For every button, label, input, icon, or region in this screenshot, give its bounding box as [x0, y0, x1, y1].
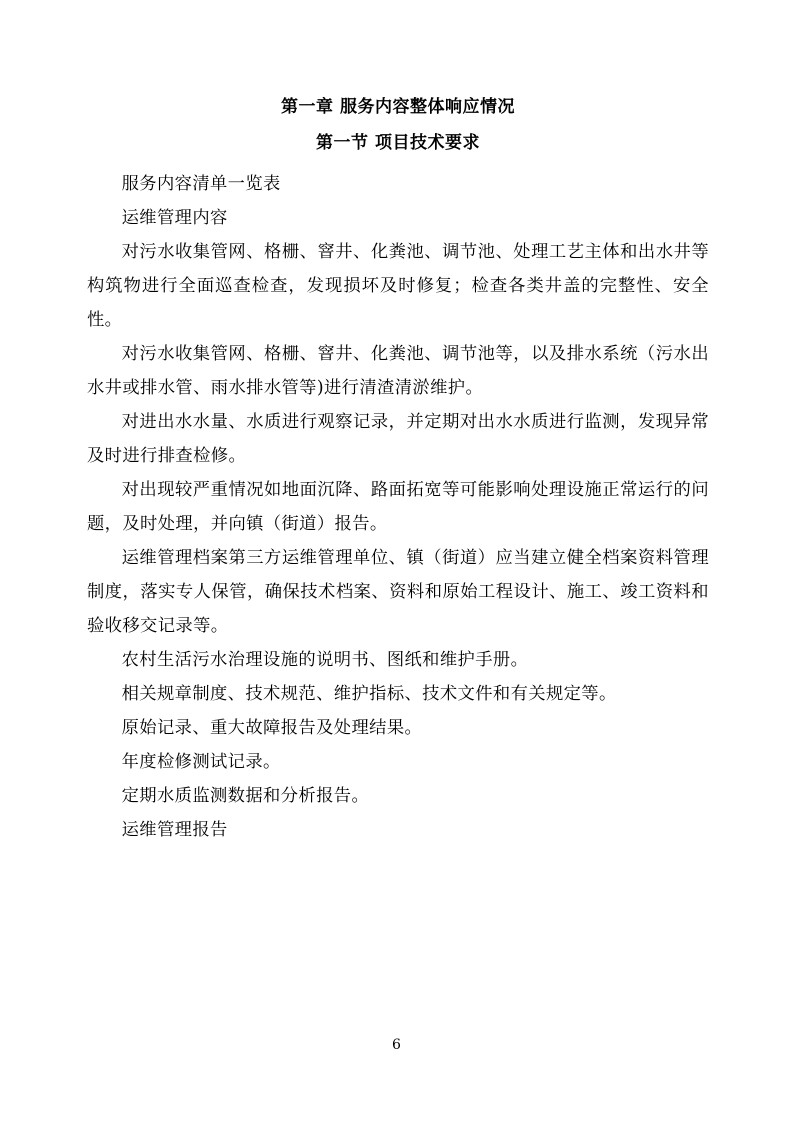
- paragraph-dredging: 对污水收集管网、格栅、窨井、化粪池、调节池等，以及排水系统（污水出水井或排水管、雨水排水管等)进行清渣清淤维护。: [87, 344, 709, 398]
- section-title: 第一节 项目技术要求: [316, 133, 480, 153]
- paragraph-om-report: 运维管理报告: [121, 820, 228, 840]
- paragraph-water-monitoring: 对进出水水量、水质进行观察记录，并定期对出水水质进行监测，发现异常及时进行排查检修。: [87, 412, 709, 466]
- paragraph-om-content: 运维管理内容: [121, 208, 228, 228]
- paragraph-inspection: 对污水收集管网、格栅、窨井、化粪池、调节池、处理工艺主体和出水井等构筑物进行全面巡查检查，发现损坏及时修复；检查各类井盖的完整性、安全性。: [87, 242, 709, 330]
- paragraph-manuals: 农村生活污水治理设施的说明书、图纸和维护手册。: [121, 650, 529, 670]
- paragraph-water-data: 定期水质监测数据和分析报告。: [121, 786, 370, 806]
- paragraph-regulations: 相关规章制度、技术规范、维护指标、技术文件和有关规定等。: [121, 684, 617, 704]
- paragraph-records: 原始记录、重大故障报告及处理结果。: [121, 718, 423, 738]
- paragraph-emergency: 对出现较严重情况如地面沉降、路面拓宽等可能影响处理设施正常运行的问题，及时处理，并向镇（街道）报告。: [87, 480, 709, 534]
- page-number: 6: [392, 1037, 401, 1053]
- paragraph-service-list: 服务内容清单一览表: [121, 174, 281, 194]
- paragraph-archives: 运维管理档案第三方运维管理单位、镇（街道）应当建立健全档案资料管理制度，落实专人保管，确保技术档案、资料和原始工程设计、施工、竣工资料和验收移交记录等。: [87, 548, 709, 636]
- paragraph-annual-test: 年度检修测试记录。: [121, 752, 281, 772]
- page-content: [87, 96, 709, 847]
- chapter-title: 第一章 服务内容整体响应情况: [281, 97, 515, 117]
